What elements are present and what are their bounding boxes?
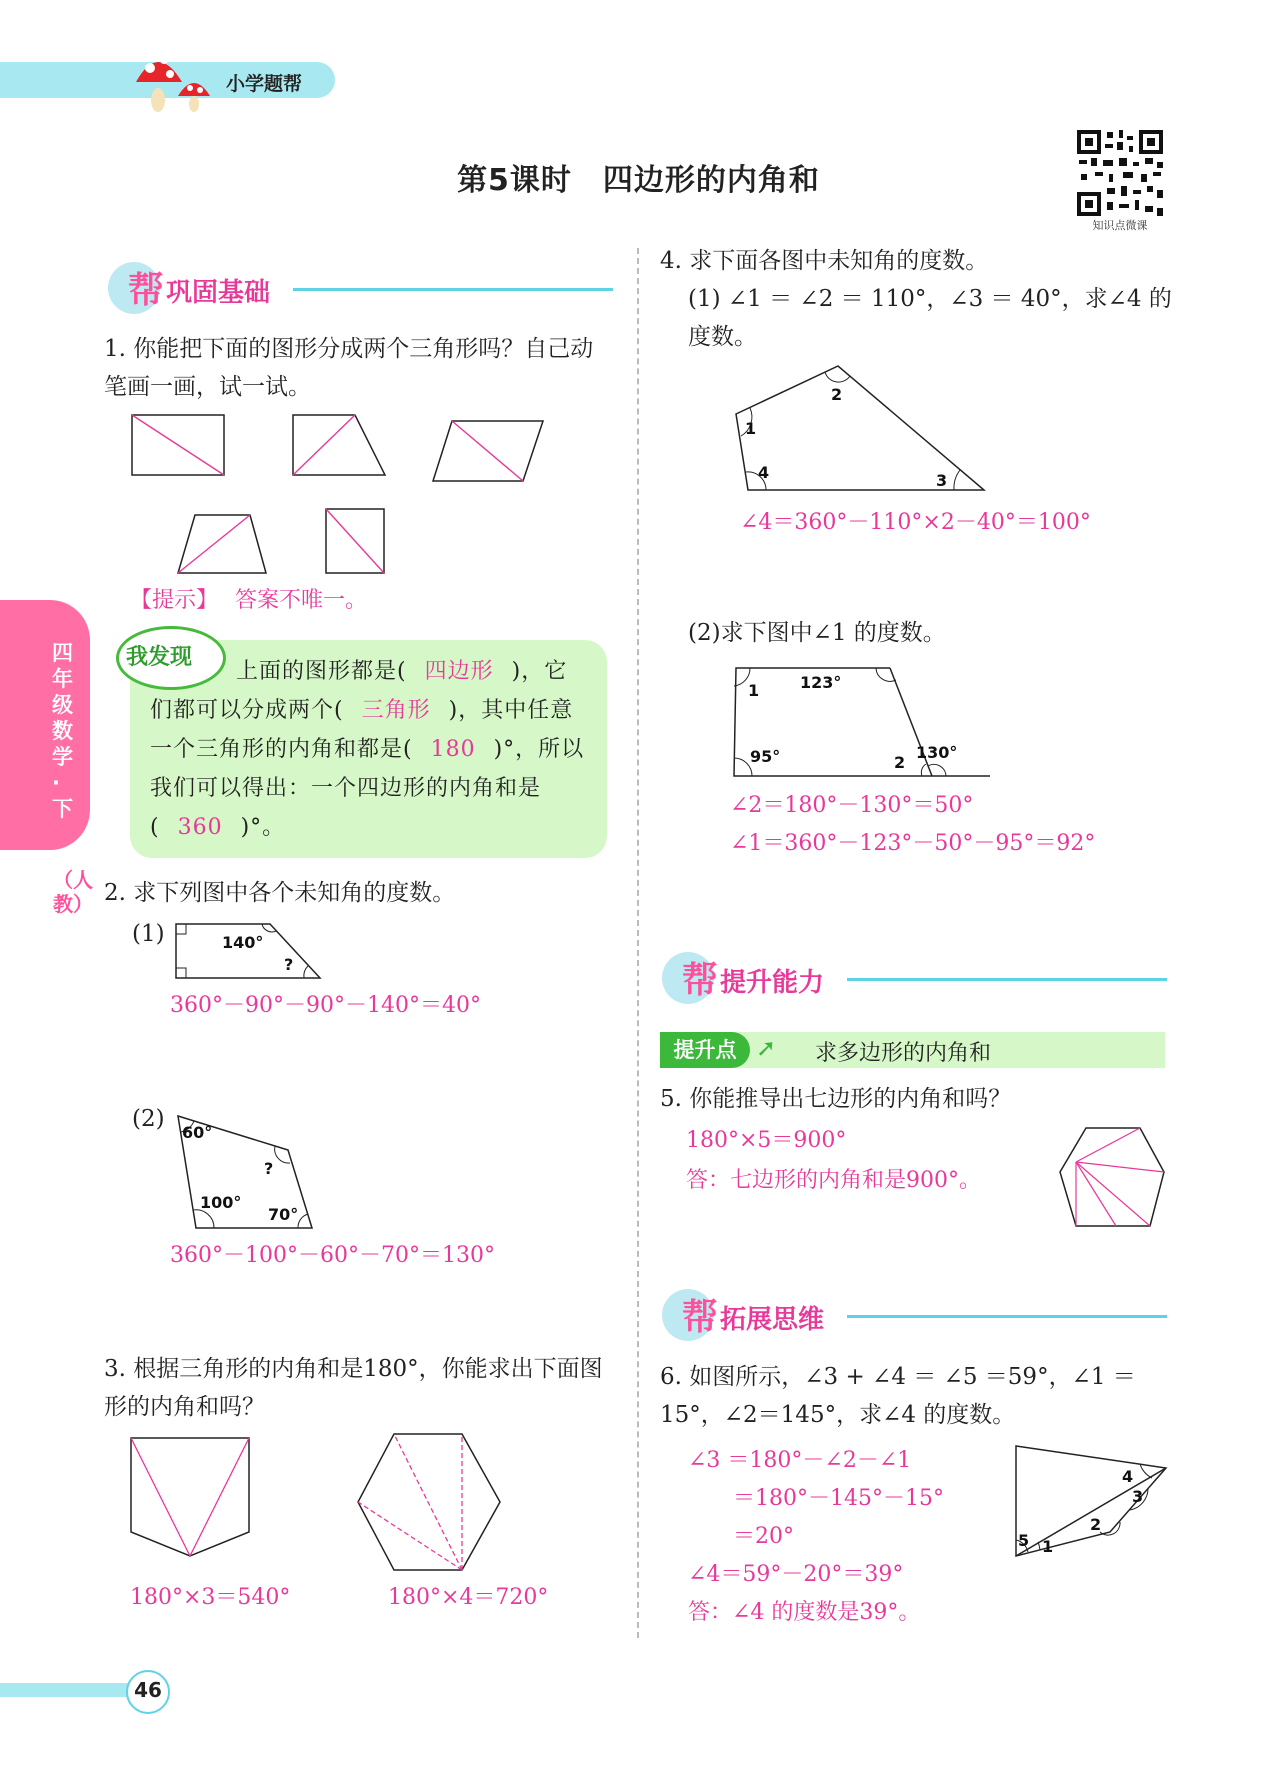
side-tab-grade: 四年级数学·下 bbox=[52, 641, 73, 821]
angle-2-label: 2 bbox=[831, 385, 843, 404]
angle-5-label: 5 bbox=[1018, 1531, 1030, 1550]
q4-text: 4. 求下面各图中未知角的度数。 bbox=[660, 248, 989, 274]
angle-4-label: 4 bbox=[758, 463, 770, 482]
q2-p2-figure bbox=[170, 1108, 330, 1238]
discover-badge: 我发现 bbox=[126, 645, 193, 670]
q4-p2-answer-2: ∠1＝360°－123°－50°－95°＝92° bbox=[730, 831, 1096, 856]
section-title: 巩固基础 bbox=[166, 278, 271, 308]
hint-label: 【提示】 bbox=[130, 588, 219, 613]
q1-hint bbox=[130, 583, 367, 614]
q6-step-3: ＝20° bbox=[733, 1524, 794, 1549]
page-title: 第5课时 四边形的内角和 bbox=[457, 163, 820, 198]
angle-2-label: 2 bbox=[894, 753, 906, 772]
improve-point-text: 求多边形的内角和 bbox=[815, 1041, 992, 1066]
angle-3-label: 3 bbox=[936, 471, 948, 490]
section-badge: 帮 bbox=[682, 1297, 719, 1338]
discover-text: 上面的图形都是( 四边形 )，它们都可以分成两个( 三角形 )，其中任意一个三角形的内角和都是( 180 )°，所以我们可以得出：一个四边形的内角和是( 360 )°。 bbox=[150, 659, 585, 840]
section-extend-header bbox=[662, 1285, 1167, 1345]
mushroom-logo bbox=[128, 42, 218, 114]
improve-point-arrow-icon: ➚ bbox=[756, 1034, 777, 1062]
q2-p2-answer: 360°－100°－60°－70°＝130° bbox=[170, 1243, 495, 1268]
qr-code[interactable] bbox=[1075, 128, 1165, 218]
angle-140: 140° bbox=[222, 933, 264, 952]
q1-shapes bbox=[120, 405, 600, 585]
q5-text: 5. 你能推导出七边形的内角和吗？ bbox=[660, 1086, 1012, 1112]
column-divider bbox=[637, 248, 639, 1638]
footer-ribbon bbox=[0, 1683, 140, 1697]
q3-answer-1: 180°×3＝540° bbox=[130, 1585, 291, 1610]
angle-70: 70° bbox=[268, 1205, 299, 1224]
q6-step-5: 答：∠4 的度数是39°。 bbox=[688, 1600, 921, 1625]
q4-p2-text: (2)求下图中∠1 的度数。 bbox=[688, 620, 946, 646]
q2-p2-label: (2) bbox=[132, 1106, 165, 1132]
side-tab-edition: （人教） bbox=[53, 868, 93, 916]
angle-95: 95° bbox=[750, 747, 781, 766]
unknown-angle: ? bbox=[264, 1159, 274, 1178]
angle-123: 123° bbox=[800, 673, 842, 692]
q2-p1-figure bbox=[170, 918, 330, 988]
q5-heptagon bbox=[1056, 1122, 1170, 1236]
qr-caption: 知识点微课 bbox=[1092, 219, 1148, 232]
q3-hexagon bbox=[352, 1428, 512, 1578]
q3-answer-2: 180°×4＝720° bbox=[388, 1585, 549, 1610]
section-improve-header bbox=[662, 948, 1167, 1008]
angle-60: 60° bbox=[182, 1123, 213, 1142]
q1-text: 1. 你能把下面的图形分成两个三角形吗？自己动笔画一画，试一试。 bbox=[104, 336, 594, 400]
q2-p1-label: (1) bbox=[132, 921, 165, 947]
section-basic-header bbox=[108, 258, 613, 318]
angle-1-label: 1 bbox=[745, 419, 757, 438]
angle-4-label: 4 bbox=[1122, 1467, 1134, 1486]
q5-answer-2: 答：七边形的内角和是900°。 bbox=[686, 1168, 981, 1193]
improve-point-label: 提升点 bbox=[660, 1032, 750, 1068]
brand-name: 小学题帮 bbox=[226, 73, 303, 95]
angle-1-label: 1 bbox=[748, 681, 760, 700]
angle-100: 100° bbox=[200, 1193, 242, 1212]
section-title: 拓展思维 bbox=[720, 1305, 825, 1335]
q6-figure bbox=[1010, 1440, 1170, 1560]
page-number: 46 bbox=[134, 1678, 162, 1702]
angle-3-label: 3 bbox=[1132, 1487, 1144, 1506]
q4-p1-figure bbox=[728, 358, 988, 498]
q6-text: 6. 如图所示，∠3 + ∠4 ＝ ∠5 ＝59°，∠1 ＝15°，∠2＝145°，求∠4 的度数。 bbox=[660, 1364, 1136, 1428]
angle-1-label: 1 bbox=[1042, 1537, 1054, 1556]
section-badge: 帮 bbox=[682, 960, 719, 1001]
q4-p1-text: (1) ∠1 ＝ ∠2 ＝ 110°，∠3 ＝ 40°，求∠4 的度数。 bbox=[688, 286, 1172, 350]
q4-p1-answer: ∠4＝360°－110°×2－40°＝100° bbox=[740, 510, 1091, 535]
q3-pentagon bbox=[125, 1432, 265, 1562]
section-title: 提升能力 bbox=[720, 968, 825, 998]
q3-text: 3. 根据三角形的内角和是180°，你能求出下面图形的内角和吗？ bbox=[104, 1356, 603, 1420]
q4-p2-answer-1: ∠2＝180°－130°＝50° bbox=[730, 793, 974, 818]
q6-step-1: ∠3 ＝180°－∠2－∠1 bbox=[688, 1448, 912, 1473]
q2-p1-answer: 360°－90°－90°－140°＝40° bbox=[170, 993, 481, 1018]
q2-text: 2. 求下列图中各个未知角的度数。 bbox=[104, 880, 456, 906]
q4-p2-figure bbox=[728, 660, 998, 780]
q5-answer-1: 180°×5＝900° bbox=[686, 1128, 847, 1153]
angle-130: 130° bbox=[916, 743, 958, 762]
angle-2-label: 2 bbox=[1090, 1515, 1102, 1534]
q6-step-2: ＝180°－145°－15° bbox=[733, 1486, 944, 1511]
unknown-angle: ? bbox=[284, 955, 294, 974]
q6-step-4: ∠4＝59°－20°＝39° bbox=[688, 1562, 904, 1587]
section-badge: 帮 bbox=[128, 270, 165, 311]
hint-text: 答案不唯一。 bbox=[235, 588, 368, 613]
